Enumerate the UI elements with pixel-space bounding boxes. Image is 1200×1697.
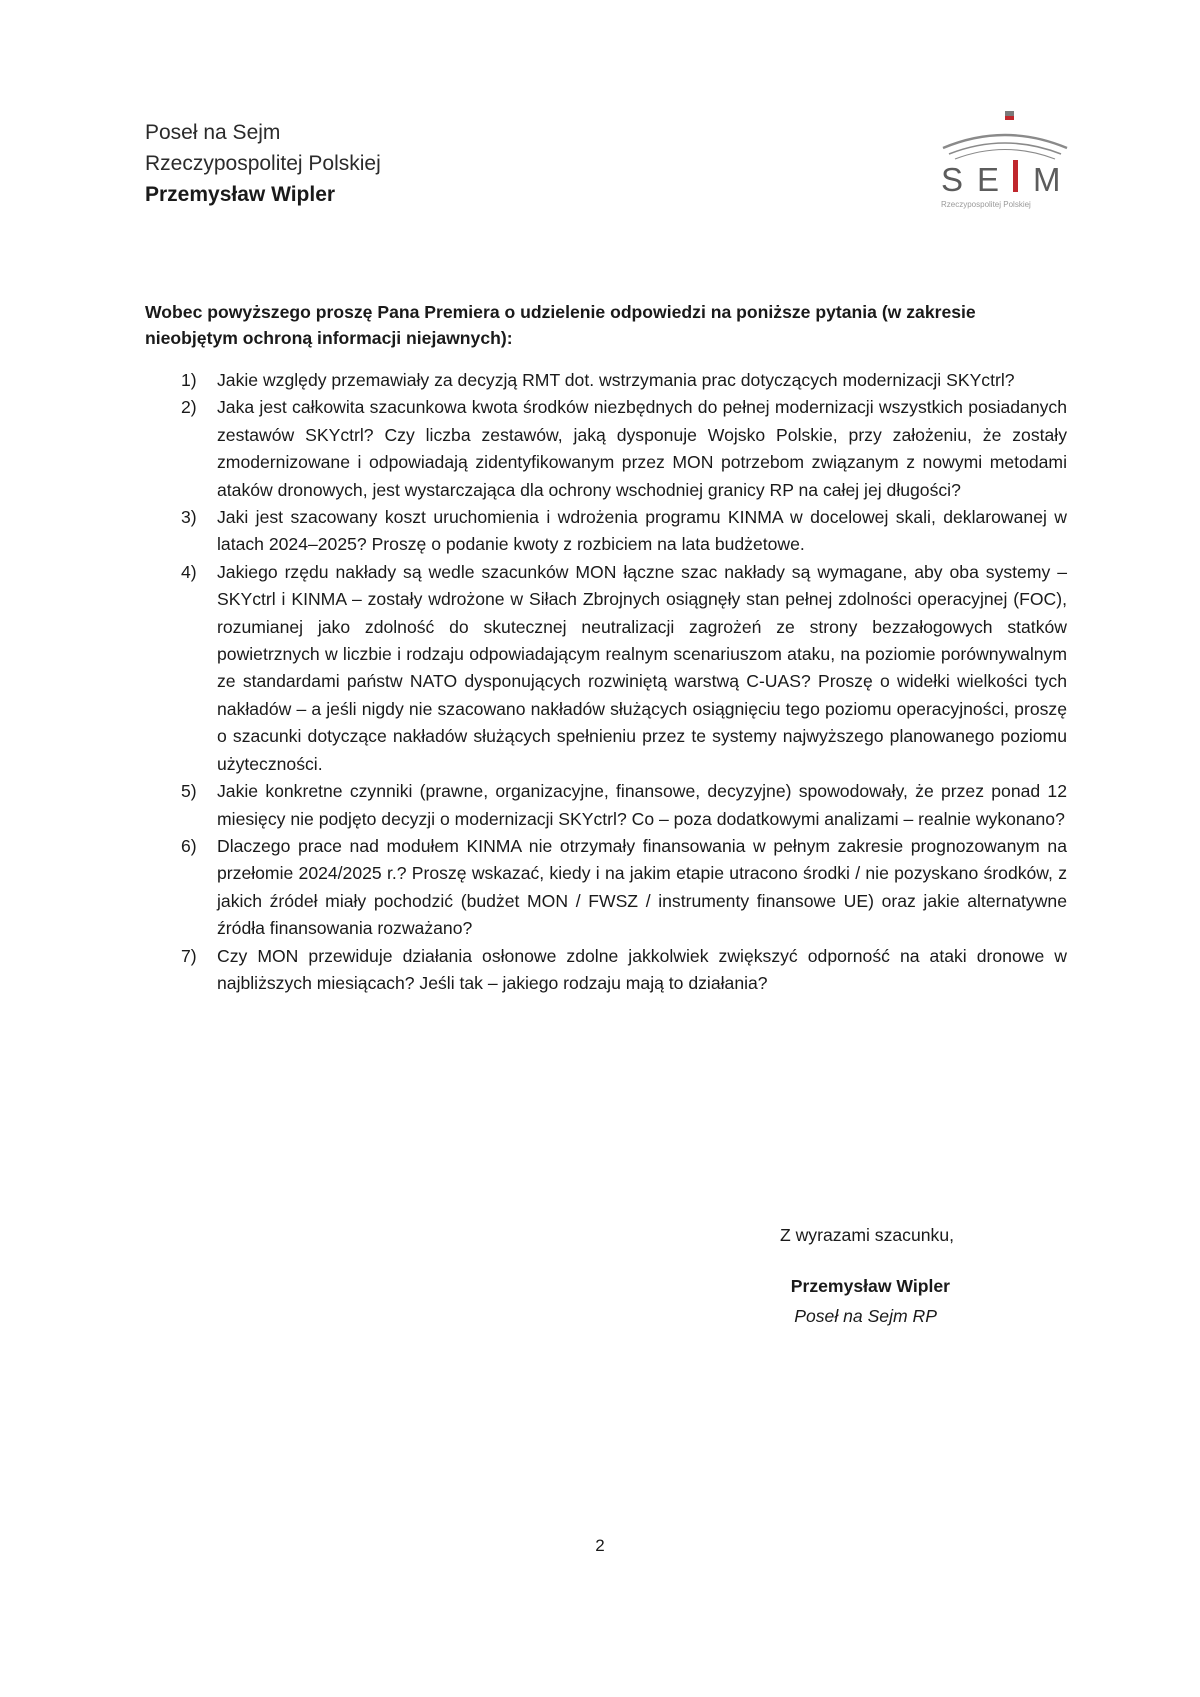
item-text: Jakie konkretne czynniki (prawne, organizacyjne, finansowe, decyzyjne) spowodowały, że przez ponad 12 miesięcy nie podjęto decyzji o modernizacji SKYctrl? Co – poza dodatkowymi analizami – realnie wykonano? [217,781,1067,829]
letterhead-title: Poseł na Sejm [145,121,281,144]
signature-block [745,1222,985,1329]
item-text: Jakiego rzędu nakłady są wedle szacunków MON łączne szac nakłady są wymagane, aby oba systemy – SKYctrl i KINMA – zostały wdrożone w Siłach Zbrojnych osiągnęły stan pełnej zdolności operacyjnej (FOC), rozumianej jako zdolność do skutecznej neutralizacji zagrożeń ze strony bezzałogowych statków powietrznych w liczbie i rodzaju odpowiadającym realnym scenariuszom ataku, na poziomie porównywalnym ze standardami państw NATO dysponujących rozwiniętą warstwą C-UAS? Proszę o widełki wielkości tych nakładów – a jeśli nigdy nie szacowano nakładów służących osiągnięciu tego poziomu operacyjności, proszę o szacunki dotyczące nakładów służących spełnieniu przez te systemy najwyższego planowanego poziomu użyteczności. [217,561,1067,774]
svg-text:E: E [977,161,1000,198]
intro-paragraph: Wobec powyższego proszę Pana Premiera o udzielenie odpowiedzi na poniższe pytania (w zakresie nieobjętym ochroną informacji niejawnych): [145,302,976,348]
item-number: 2) [181,397,197,418]
list-item [145,559,1067,778]
item-text: Jaki jest szacowany koszt uruchomienia i wdrożenia programu KINMA w docelowej skali, deklarowanej w latach 2024–2025? Proszę o podanie kwoty z rozbiciem na lata budżetowe. [217,507,1067,555]
item-number: 5) [181,781,197,802]
letterhead-subtitle: Rzeczypospolitej Polskiej [145,152,381,175]
signatory-name: Przemysław Wipler [790,1276,950,1296]
svg-text:S: S [941,161,966,198]
list-item [145,367,1067,394]
item-text: Czy MON przewiduje działania osłonowe zdolne jakkolwiek zwiększyć odporność na ataki dronowe w najbliższych miesiącach? Jeśli tak – jakiego rodzaju mają to działania? [217,945,1067,993]
item-number: 7) [181,945,197,966]
list-item [145,504,1067,559]
item-number: 6) [181,835,197,856]
logo-subtitle: Rzeczypospolitej Polskiej [941,200,1031,209]
list-item [145,833,1067,943]
item-text: Jakie względy przemawiały za decyzją RMT dot. wstrzymania prac dotyczących modernizacji SKYctrl? [217,370,1015,390]
item-number: 3) [181,507,197,528]
questions-list [145,367,1067,997]
item-number: 4) [181,561,197,582]
letterhead [145,117,381,210]
item-text: Jaka jest całkowita szacunkowa kwota środków niezbędnych do pełnej modernizacji wszystkich posiadanych zestawów SKYctrl? Czy liczba zestawów, jaką dysponuje Wojsko Polskie, przy założeniu, że zostały zmodernizowane i odpowiadają zidentyfikowanym przez MON potrzebom związanym z nowymi metodami ataków dronowych, jest wystarczająca dla ochrony wschodniej granicy RP na całej jej długości? [217,397,1067,500]
item-text: Dlaczego prace nad modułem KINMA nie otrzymały finansowania w pełnym zakresie prognozowanym na przełomie 2024/2025 r.? Proszę wskazać, kiedy i na jakim etapie utracono środki / nie pozyskano środków, z jakich źródeł miały pochodzić (budżet MON / FWSZ / instrumenty finansowe UE) oraz jakie alternatywne źródła finansowania rozważano? [217,835,1067,939]
letterhead-name: Przemysław Wipler [145,183,336,206]
list-item [145,394,1067,504]
closing-regards: Z wyrazami szacunku, [779,1225,954,1245]
list-item [145,943,1067,998]
svg-text:M: M [1033,161,1061,198]
list-item [145,778,1067,833]
sejm-logo-icon [935,108,1070,213]
item-number: 1) [181,370,197,390]
page-number: 2 [595,1536,605,1555]
signatory-role: Poseł na Sejm RP [794,1306,937,1326]
